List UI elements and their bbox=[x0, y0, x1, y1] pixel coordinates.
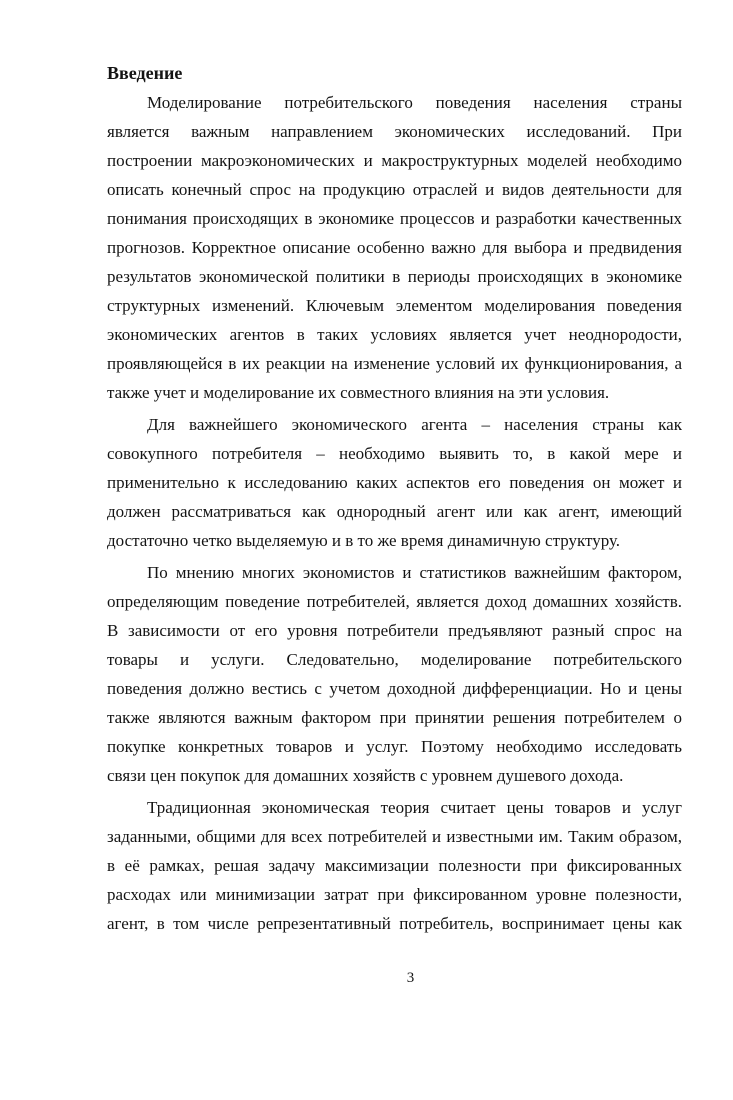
section-title: Введение bbox=[107, 63, 183, 83]
text-line: экономических агентов в таких условиях является учет неоднородости, bbox=[107, 325, 682, 344]
text-line: Традиционная экономическая теория считает цены товаров и услуг bbox=[147, 798, 682, 817]
text-line: построении макроэкономических и макроструктурных моделей необходимо bbox=[107, 151, 682, 170]
paragraph-4 bbox=[107, 793, 682, 938]
text-line: результатов экономической политики в периоды происходящих в экономике bbox=[107, 267, 682, 286]
text-line: товары и услуги. Следовательно, моделирование потребительского bbox=[107, 650, 682, 669]
paragraph-1 bbox=[107, 88, 682, 407]
text-line: В зависимости от его уровня потребители предъявляют разный спрос на bbox=[107, 621, 682, 640]
text-line: агент, в том числе репрезентативный потребитель, воспринимает цены как bbox=[107, 914, 682, 933]
text-line: определяющим поведение потребителей, является доход домашних хозяйств. bbox=[107, 592, 682, 611]
text-line: также учет и моделирование их совместного влияния на эти условия. bbox=[107, 383, 610, 402]
page-number: 3 bbox=[406, 970, 415, 986]
paragraph-3 bbox=[107, 558, 682, 790]
text-line: поведения должно вестись с учетом доходной дифференциации. Но и цены bbox=[107, 679, 682, 698]
text-line: покупке конкретных товаров и услуг. Поэтому необходимо исследовать bbox=[107, 737, 682, 756]
text-line: проявляющейся в их реакции на изменение условий их функционирования, а bbox=[107, 354, 682, 373]
text-line: Моделирование потребительского поведения населения страны bbox=[147, 93, 682, 112]
text-line: совокупного потребителя – необходимо выявить то, в какой мере и bbox=[107, 444, 682, 463]
text-line: также являются важным фактором при принятии решения потребителем о bbox=[107, 708, 682, 727]
text-line: достаточно четко выделяемую и в то же время динамичную структуру. bbox=[107, 531, 621, 550]
text-line: структурных изменений. Ключевым элементом моделирования поведения bbox=[107, 296, 682, 315]
text-line: понимания происходящих в экономике процессов и разработки качественных bbox=[107, 209, 682, 228]
text-line: заданными, общими для всех потребителей и известными им. Таким образом, bbox=[107, 827, 682, 846]
text-line: прогнозов. Корректное описание особенно важно для выбора и предвидения bbox=[107, 238, 682, 257]
paragraph-2 bbox=[107, 410, 682, 555]
text-line: расходах или минимизации затрат при фиксированном уровне полезности, bbox=[107, 885, 682, 904]
text-line: должен рассматриваться как однородный агент или как агент, имеющий bbox=[107, 502, 682, 521]
document-page bbox=[107, 59, 682, 938]
text-line: По мнению многих экономистов и статистиков важнейшим фактором, bbox=[147, 563, 682, 582]
text-line: является важным направлением экономических исследований. При bbox=[107, 122, 682, 141]
text-line: связи цен покупок для домашних хозяйств с уровнем душевого дохода. bbox=[107, 766, 624, 785]
text-line: применительно к исследованию каких аспектов его поведения он может и bbox=[107, 473, 682, 492]
text-line: в её рамках, решая задачу максимизации полезности при фиксированных bbox=[107, 856, 682, 875]
text-line: описать конечный спрос на продукцию отраслей и видов деятельности для bbox=[107, 180, 682, 199]
text-line: Для важнейшего экономического агента – населения страны как bbox=[147, 415, 682, 434]
